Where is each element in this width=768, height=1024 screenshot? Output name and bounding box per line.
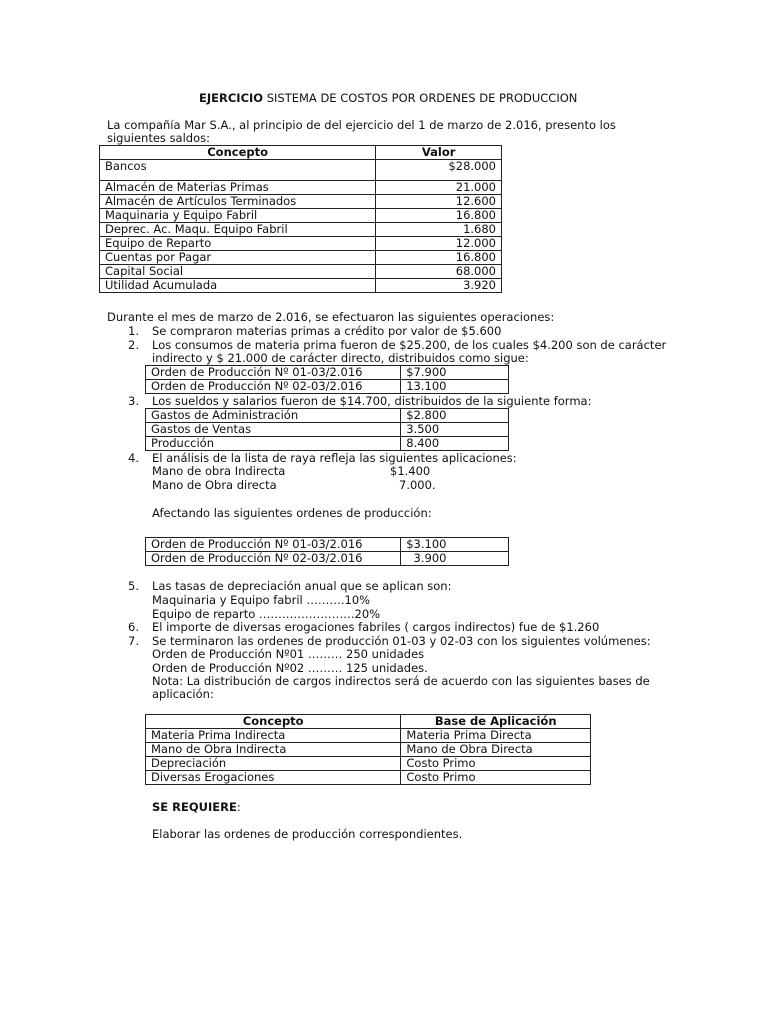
op4-number: 4.	[128, 451, 139, 465]
cell-concept: Almacén de Artículos Terminados	[100, 195, 376, 209]
header-valor: Valor	[376, 146, 502, 160]
cell-amount: 3.900	[401, 552, 509, 566]
op3-number: 3.	[128, 394, 139, 408]
op2-line-1: Los consumos de materia prima fueron de $25.200, de los cuales $4.200 son de carácter	[152, 338, 667, 352]
cell-concept: Utilidad Acumulada	[100, 279, 376, 293]
cell-value: 68.000	[376, 265, 502, 279]
op5-number: 5.	[128, 579, 139, 593]
cell-order: Orden de Producción Nº 01-03/2.016	[146, 538, 401, 552]
table-row	[100, 237, 502, 251]
cell-concept: Producción	[146, 437, 401, 451]
op2-orders-table	[145, 365, 509, 394]
table-row	[146, 771, 591, 785]
cell-base: Mano de Obra Directa	[401, 743, 591, 757]
table-row	[100, 251, 502, 265]
cell-concept: Gastos de Administración	[146, 409, 401, 423]
cell-amount: 3.500	[401, 423, 509, 437]
table-row	[146, 380, 509, 394]
op3-text: Los sueldos y salarios fueron de $14.700, distribuidos de la siguiente forma:	[152, 394, 592, 408]
cell-concept: Mano de Obra Indirecta	[146, 743, 401, 757]
cell-concept: Depreciación	[146, 757, 401, 771]
op6-text: El importe de diversas erogaciones fabriles ( cargos indirectos) fue de $1.260	[152, 620, 600, 634]
cell-order: Orden de Producción Nº 02-03/2.016	[146, 380, 401, 394]
task-text: Elaborar las ordenes de producción correspondientes.	[152, 827, 463, 841]
cell-value: 21.000	[376, 181, 502, 195]
requirement-heading	[152, 800, 241, 814]
cell-amount: $2.800	[401, 409, 509, 423]
op1-text: Se compraron materias primas a crédito por valor de $5.600	[152, 324, 502, 338]
table-row	[146, 437, 509, 451]
page-title	[199, 91, 577, 105]
op4-affect-text: Afectando las siguientes ordenes de producción:	[152, 506, 432, 520]
cell-base: Costo Primo	[401, 771, 591, 785]
op2-line-2: indirecto y $ 21.000 de carácter directo, distribuidos como sigue:	[152, 351, 529, 365]
cell-base: Materia Prima Directa	[401, 729, 591, 743]
intro-line-2: siguientes saldos:	[107, 131, 211, 145]
title-bold: EJERCICIO	[199, 91, 264, 105]
cell-amount: 13.100	[401, 380, 509, 394]
table-row	[100, 209, 502, 223]
cell-value: 12.000	[376, 237, 502, 251]
cell-concept: Almacén de Materias Primas	[100, 181, 376, 195]
cell-amount: $7.900	[401, 366, 509, 380]
mo-indirect-label: Mano de obra Indirecta	[152, 464, 286, 478]
intro-line-1: La compañía Mar S.A., al principio de del ejercicio del 1 de marzo de 2.016, presento los	[107, 118, 616, 132]
requirement-label: SE REQUIERE	[152, 800, 237, 814]
title-rest: SISTEMA DE COSTOS POR ORDENES DE PRODUCCION	[263, 91, 578, 105]
requirement-colon: :	[236, 800, 241, 814]
cell-concept: Diversas Erogaciones	[146, 771, 401, 785]
op7-line-1: Orden de Producción Nº01 ……… 250 unidades	[152, 647, 425, 661]
table-row	[100, 181, 502, 195]
table-row	[100, 195, 502, 209]
table-row	[146, 423, 509, 437]
table-row	[100, 160, 502, 181]
cell-value: 16.800	[376, 251, 502, 265]
cell-base: Costo Primo	[401, 757, 591, 771]
op4-orders-table	[145, 537, 509, 566]
table-row	[100, 279, 502, 293]
cell-value: 1.680	[376, 223, 502, 237]
cell-value: 12.600	[376, 195, 502, 209]
operations-intro: Durante el mes de marzo de 2.016, se efectuaron las siguientes operaciones:	[107, 310, 555, 324]
table-row	[100, 265, 502, 279]
cell-concept: Deprec. Ac. Maqu. Equipo Fabril	[100, 223, 376, 237]
cell-concept: Cuentas por Pagar	[100, 251, 376, 265]
mo-direct-label: Mano de Obra directa	[152, 478, 277, 492]
header-concepto: Concepto	[100, 146, 376, 160]
op7-line-2: Orden de Producción Nº02 ……… 125 unidades.	[152, 661, 428, 675]
op1-number: 1.	[128, 324, 139, 338]
balances-table	[99, 145, 502, 293]
table-row	[146, 366, 509, 380]
table-row	[146, 552, 509, 566]
op7-note-1: Nota: La distribución de cargos indirectos será de acuerdo con las siguientes bases de	[152, 674, 650, 688]
op7-note-2: aplicación:	[152, 687, 214, 701]
header-concepto: Concepto	[146, 715, 401, 729]
cell-concept: Equipo de Reparto	[100, 237, 376, 251]
mo-direct-value: 7.000.	[399, 478, 436, 492]
table-row	[100, 223, 502, 237]
op7-number: 7.	[128, 634, 139, 648]
cell-concept: Bancos	[100, 160, 376, 181]
mo-indirect-value: $1.400	[390, 464, 431, 478]
table-header-row	[146, 715, 591, 729]
cell-order: Orden de Producción Nº 02-03/2.016	[146, 552, 401, 566]
op4-text: El análisis de la lista de raya refleja las siguientes aplicaciones:	[152, 451, 517, 465]
cell-concept: Capital Social	[100, 265, 376, 279]
table-row	[146, 538, 509, 552]
table-header-row	[100, 146, 502, 160]
header-base-aplicacion: Base de Aplicación	[401, 715, 591, 729]
table-row	[146, 743, 591, 757]
cell-concept: Materia Prima Indirecta	[146, 729, 401, 743]
cell-order: Orden de Producción Nº 01-03/2.016	[146, 366, 401, 380]
op6-number: 6.	[128, 620, 139, 634]
op5-text: Las tasas de depreciación anual que se aplican son:	[152, 579, 452, 593]
cell-value: $28.000	[376, 160, 502, 181]
application-bases-table	[145, 714, 591, 785]
table-row	[146, 757, 591, 771]
op5-line-1: Maquinaria y Equipo fabril ……….10%	[152, 593, 371, 607]
cell-concept: Maquinaria y Equipo Fabril	[100, 209, 376, 223]
cell-concept: Gastos de Ventas	[146, 423, 401, 437]
op3-salaries-table	[145, 408, 509, 451]
cell-amount: 8.400	[401, 437, 509, 451]
op2-number: 2.	[128, 338, 139, 352]
cell-value: 16.800	[376, 209, 502, 223]
op5-line-2: Equipo de reparto …………………….20%	[152, 607, 381, 621]
table-row	[146, 409, 509, 423]
cell-amount: $3.100	[401, 538, 509, 552]
cell-value: 3.920	[376, 279, 502, 293]
op7-text: Se terminaron las ordenes de producción 01-03 y 02-03 con los siguientes volúmenes:	[152, 634, 651, 648]
table-row	[146, 729, 591, 743]
